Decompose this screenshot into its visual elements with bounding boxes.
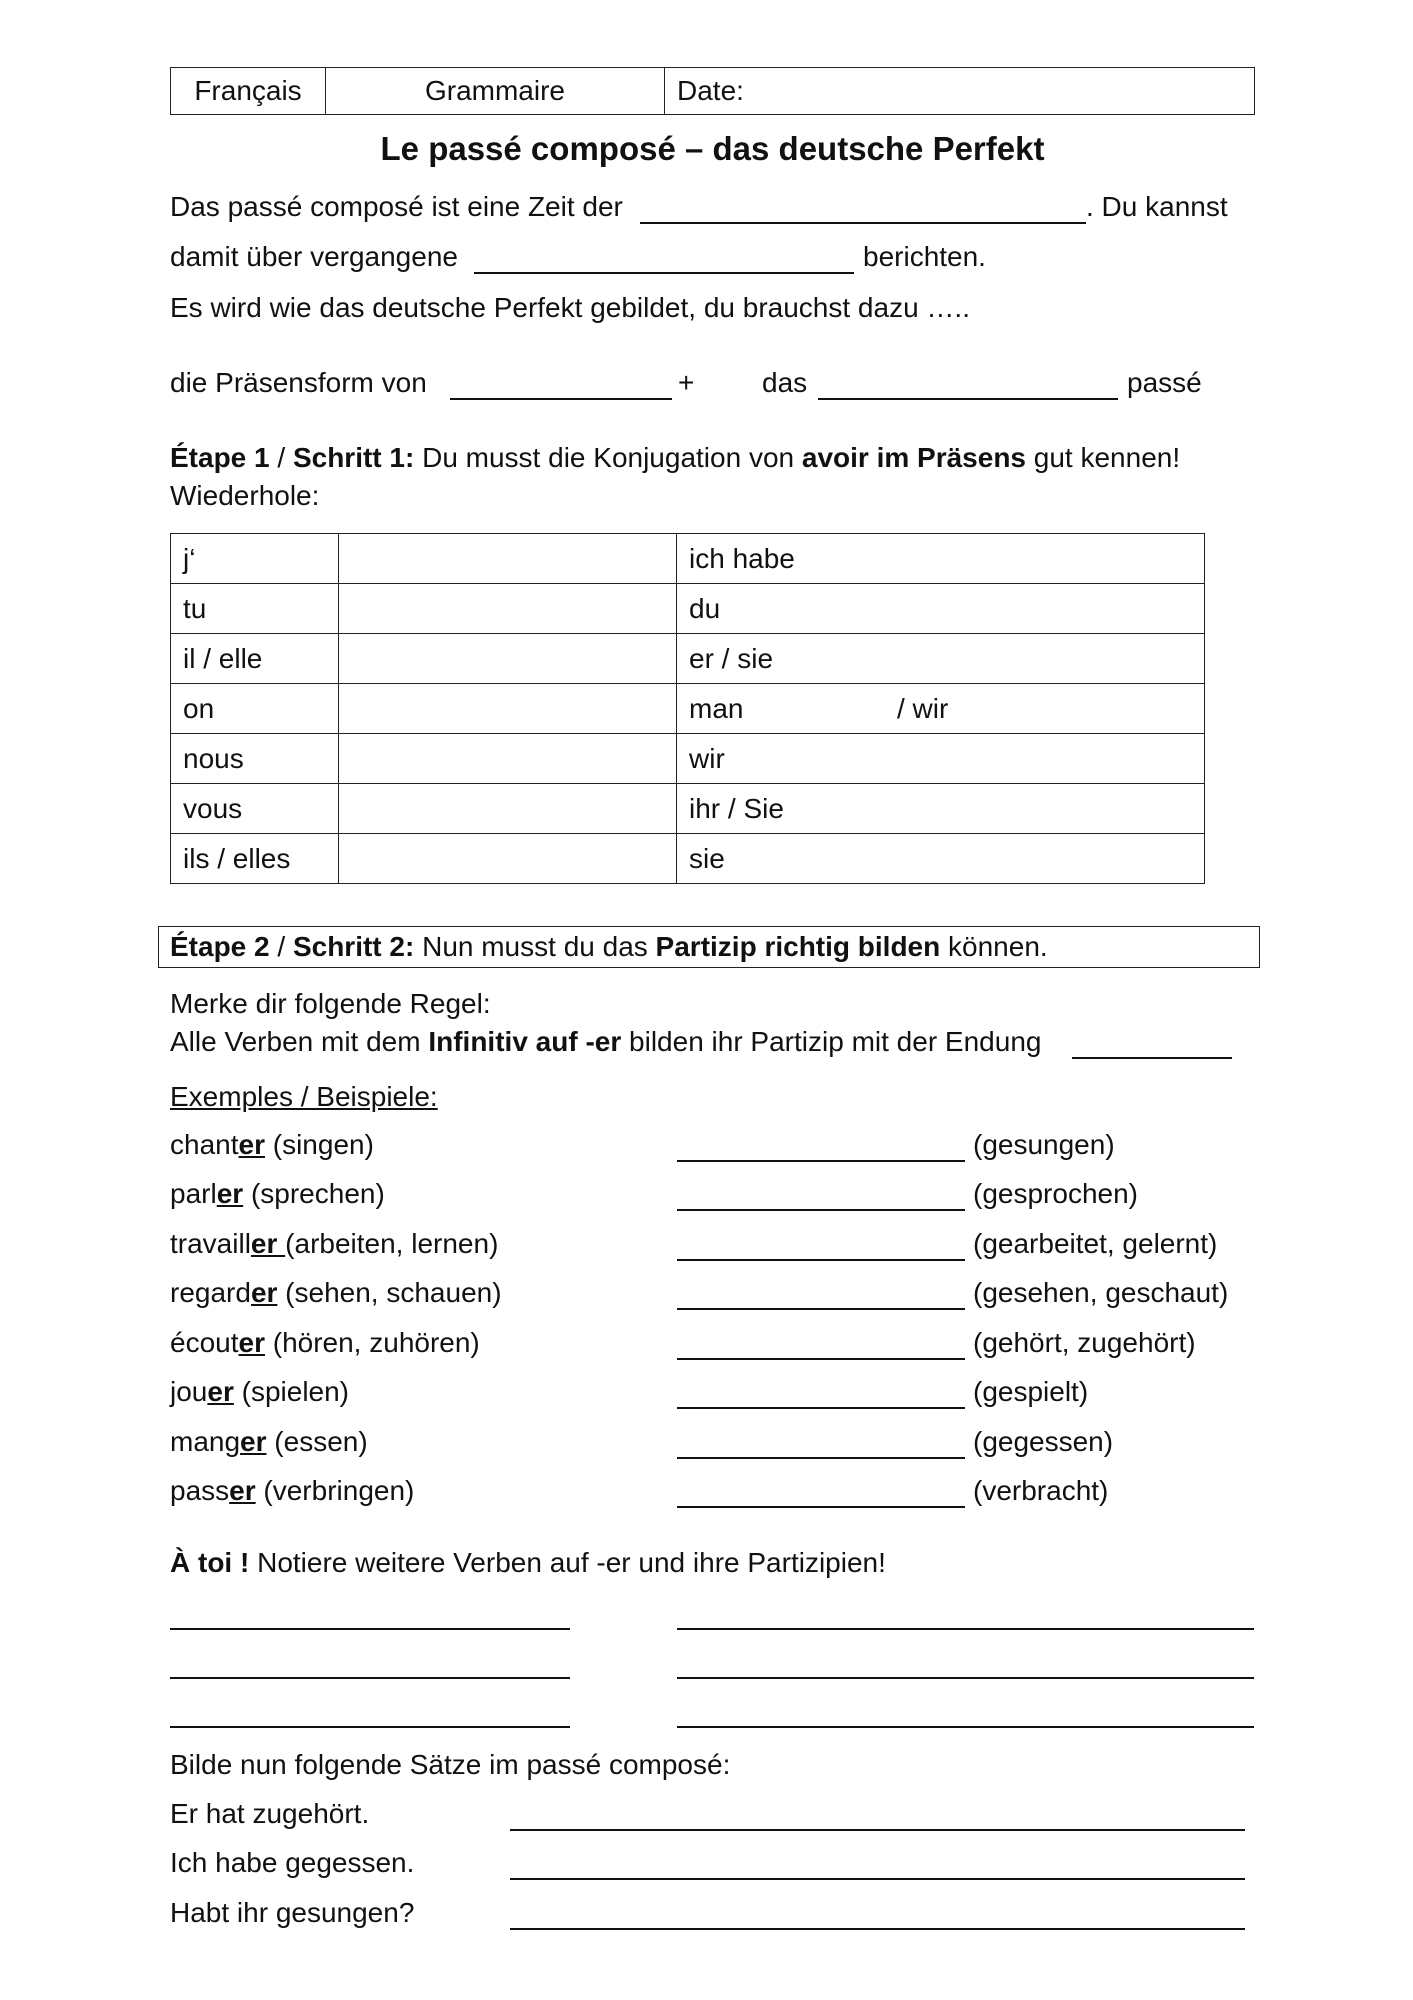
example-verb <box>170 1228 498 1260</box>
formula-plus: + <box>678 367 695 398</box>
pronoun-de: sie <box>677 834 1205 884</box>
etape2-text-b: können. <box>940 931 1048 962</box>
rule2-text-b: bilden ihr Partizip mit der Endung <box>621 1026 1042 1057</box>
pronoun-fr: il / elle <box>171 634 339 684</box>
pronoun-de: du <box>677 584 1205 634</box>
verb-stem: écout <box>170 1327 239 1358</box>
verb-gloss: (singen) <box>264 1129 374 1160</box>
sentence-answer-line[interactable] <box>510 1878 1245 1880</box>
rule-line-2 <box>170 1026 1041 1058</box>
rule-line-1: Merke dir folgende Regel: <box>170 988 491 1019</box>
answer-cell[interactable] <box>339 684 677 734</box>
answer-line-left[interactable] <box>170 1628 570 1630</box>
pronoun-fr: j‘ <box>171 534 339 584</box>
verb-ending: er <box>238 1129 265 1160</box>
answer-cell[interactable] <box>339 534 677 584</box>
verb-ending: er <box>240 1426 267 1457</box>
example-answer: (gesehen, geschaut) <box>973 1277 1229 1308</box>
intro-line-2a: damit über vergangene <box>170 241 458 272</box>
verb-ending: er <box>216 1178 244 1209</box>
blank-line <box>640 222 1086 224</box>
sentences-intro: Bilde nun folgende Sätze im passé composé: <box>170 1749 731 1780</box>
verb-gloss: (essen) <box>266 1426 368 1457</box>
page-title: Le passé composé – das deutsche Perfekt <box>380 130 1045 167</box>
examples-heading: Exemples / Beispiele: <box>170 1081 438 1112</box>
example-verb <box>170 1277 502 1309</box>
answer-cell[interactable] <box>339 734 677 784</box>
sentence-item: Ich habe gegessen. <box>170 1847 415 1878</box>
header-table <box>170 67 1255 115</box>
verb-gloss: (verbringen) <box>255 1475 415 1506</box>
example-answer: (gespielt) <box>973 1376 1089 1407</box>
pronoun-de: ich habe <box>677 534 1205 584</box>
verb-gloss: (hören, zuhören) <box>264 1327 480 1358</box>
table-row <box>171 834 1205 884</box>
pronoun-fr: ils / elles <box>171 834 339 884</box>
pronoun-de: ihr / Sie <box>677 784 1205 834</box>
verb-stem: pass <box>170 1475 230 1506</box>
pronoun-de: wir <box>677 734 1205 784</box>
blank-line <box>677 1407 965 1409</box>
sentence-answer-line[interactable] <box>510 1928 1245 1930</box>
answer-line-right[interactable] <box>677 1726 1254 1728</box>
etape1-label: Étape 1 <box>170 442 270 473</box>
example-verb <box>170 1426 368 1458</box>
example-verb <box>170 1475 414 1507</box>
etape2-text-a: Nun musst du das <box>414 931 656 962</box>
blank-line <box>450 398 672 400</box>
etape2-bold: Partizip richtig bilden <box>655 931 941 962</box>
verb-stem: chant <box>170 1129 239 1160</box>
sentence-answer-line[interactable] <box>510 1829 1245 1831</box>
verb-ending: er <box>238 1327 265 1358</box>
table-row <box>171 584 1205 634</box>
etape2-heading-box <box>158 926 1260 968</box>
pronoun-fr: vous <box>171 784 339 834</box>
verb-stem: regard <box>170 1277 251 1308</box>
etape1-wiederhole: Wiederhole: <box>170 480 320 511</box>
table-row <box>171 634 1205 684</box>
pronoun-de: er / sie <box>677 634 1205 684</box>
pronoun-de: man <box>689 692 744 724</box>
pronoun-fr: on <box>171 684 339 734</box>
example-answer: (gegessen) <box>973 1426 1114 1457</box>
verb-stem: travaill <box>170 1228 251 1259</box>
table-row <box>171 684 1205 734</box>
answer-line-right[interactable] <box>677 1628 1254 1630</box>
verb-gloss: (spielen) <box>233 1376 350 1407</box>
verb-ending: er <box>229 1475 256 1506</box>
example-answer: (gearbeitet, gelernt) <box>973 1228 1218 1259</box>
verb-stem: mang <box>170 1426 241 1457</box>
answer-line-left[interactable] <box>170 1726 570 1728</box>
verb-ending: er <box>250 1228 286 1259</box>
etape2-sep: / <box>269 931 293 962</box>
table-row <box>171 734 1205 784</box>
verb-stem: jou <box>170 1376 208 1407</box>
answer-cell[interactable] <box>339 784 677 834</box>
blank-line <box>677 1160 965 1162</box>
header-topic: Grammaire <box>326 68 665 115</box>
pronoun-fr: tu <box>171 584 339 634</box>
intro-line-1b: . Du kannst <box>1086 191 1228 222</box>
verb-stem: parl <box>170 1178 217 1209</box>
intro-line-3: Es wird wie das deutsche Perfekt gebildet, du brauchst dazu ….. <box>170 292 970 323</box>
verb-gloss: (sehen, schauen) <box>277 1277 502 1308</box>
verb-gloss: (arbeiten, lernen) <box>285 1228 499 1259</box>
example-answer: (gesungen) <box>973 1129 1115 1160</box>
a-toi-instruction <box>170 1547 886 1579</box>
answer-cell[interactable] <box>339 634 677 684</box>
table-row <box>171 534 1205 584</box>
verb-ending: er <box>207 1376 234 1407</box>
etape1-text-a: Du musst die Konjugation von <box>414 442 802 473</box>
answer-cell[interactable] <box>339 834 677 884</box>
sentence-item: Er hat zugehört. <box>170 1798 370 1829</box>
a-toi-text: Notiere weitere Verben auf -er und ihre Partizipien! <box>249 1547 886 1578</box>
blank-line <box>677 1308 965 1310</box>
etape1-heading <box>170 442 1180 474</box>
pronoun-de-cell <box>677 684 1205 734</box>
example-answer: (gehört, zugehört) <box>973 1327 1196 1358</box>
formula-part-a: die Präsensform von <box>170 367 427 398</box>
verb-ending: er <box>250 1277 278 1308</box>
answer-cell[interactable] <box>339 584 677 634</box>
blank-line <box>677 1209 965 1211</box>
table-row <box>171 784 1205 834</box>
header-subject: Français <box>171 68 326 115</box>
example-verb <box>170 1327 480 1359</box>
rule2-bold: Infinitiv auf -er <box>428 1026 622 1057</box>
avoir-conjugation-table <box>170 533 1205 884</box>
blank-line <box>1072 1057 1232 1059</box>
etape1-text-b: gut kennen! <box>1026 442 1181 473</box>
a-toi-label: À toi ! <box>170 1547 250 1578</box>
blank-line <box>818 398 1118 400</box>
example-verb <box>170 1129 374 1161</box>
answer-line-right[interactable] <box>677 1677 1254 1679</box>
blank-line <box>677 1259 965 1261</box>
intro-line-1a: Das passé composé ist eine Zeit der <box>170 191 623 222</box>
sentence-item: Habt ihr gesungen? <box>170 1897 415 1928</box>
blank-line <box>677 1358 965 1360</box>
example-verb <box>170 1178 385 1210</box>
example-verb <box>170 1376 349 1408</box>
rule2-text-a: Alle Verben mit dem <box>170 1026 429 1057</box>
schritt1-label: Schritt 1: <box>292 442 415 473</box>
pronoun-fr: nous <box>171 734 339 784</box>
blank-line <box>677 1457 965 1459</box>
example-answer: (gesprochen) <box>973 1178 1138 1209</box>
pronoun-de-alt: / wir <box>897 692 949 724</box>
verb-gloss: (sprechen) <box>243 1178 385 1209</box>
formula-part-b: das <box>762 367 808 398</box>
etape2-label: Étape 2 <box>170 931 270 962</box>
header-date: Date: <box>665 68 1255 115</box>
blank-line <box>677 1506 965 1508</box>
etape1-bold: avoir im Präsens <box>801 442 1026 473</box>
example-answer: (verbracht) <box>973 1475 1109 1506</box>
etape1-sep: / <box>269 442 293 473</box>
formula-part-c: passé <box>1127 367 1202 398</box>
intro-line-2b: berichten. <box>863 241 986 272</box>
schritt2-label: Schritt 2: <box>292 931 415 962</box>
blank-line <box>474 272 854 274</box>
answer-line-left[interactable] <box>170 1677 570 1679</box>
